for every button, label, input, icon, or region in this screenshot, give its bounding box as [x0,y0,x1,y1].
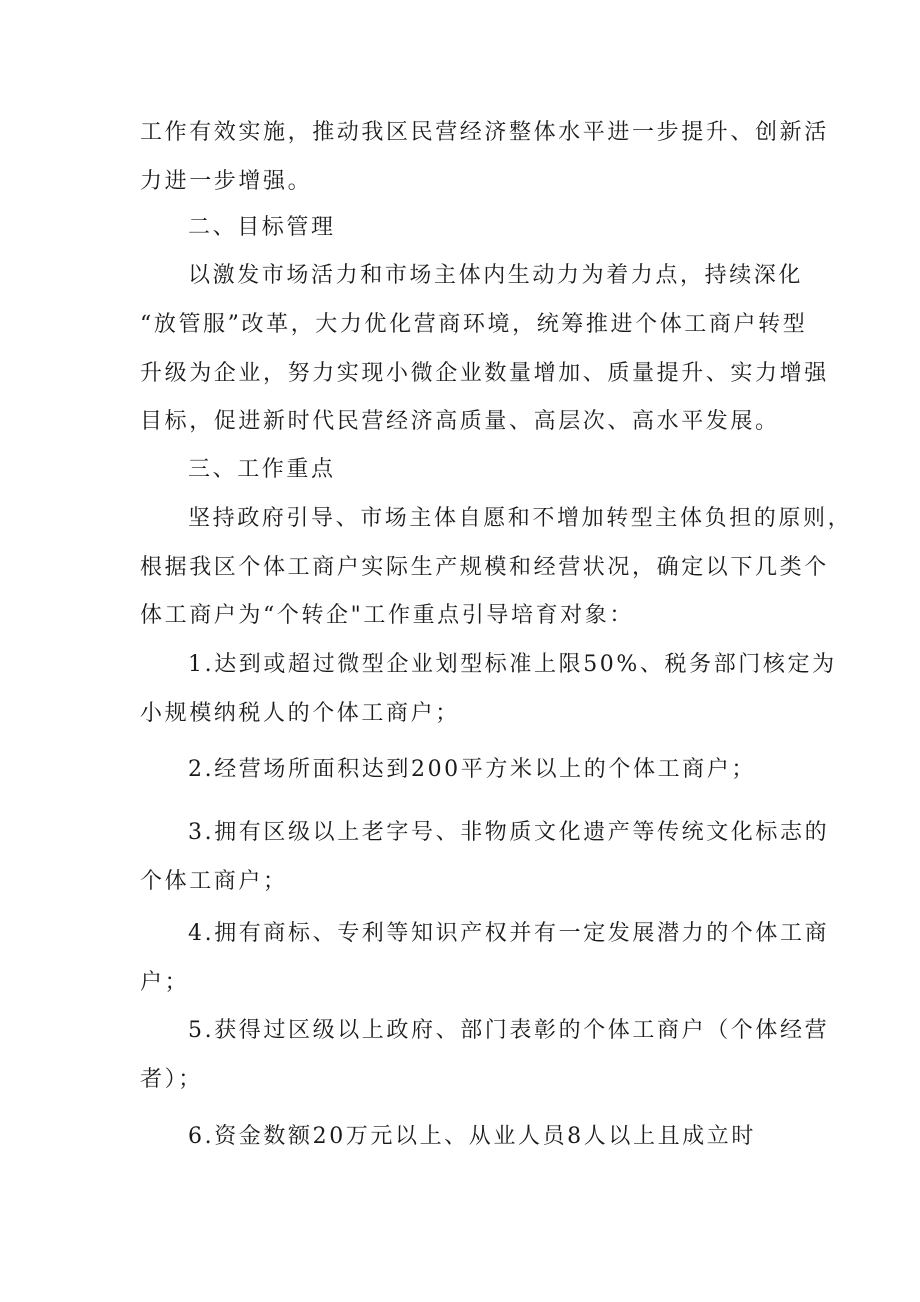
paragraph-line: 坚持政府引导、市场主体自愿和不增加转型主体负担的原则， [188,506,853,531]
list-item-6: 6.资金数额20万元以上、从业人员8人以上且成立时 [188,1124,756,1149]
list-item-3: 3.拥有区级以上老字号、非物质文化遗产等传统文化标志的 [188,820,830,845]
list-item-1: 1.达到或超过微型企业划型标准上限50%、税务部门核定为 [188,652,837,677]
list-item-4: 4.拥有商标、专利等知识产权并有一定发展潜力的个体工商 [188,921,830,946]
list-item-3-continued: 个体工商户； [140,869,288,894]
paragraph-line: 目标，促进新时代民营经济高质量、高层次、高水平发展。 [140,409,780,434]
paragraph-line: 升级为企业，努力实现小微企业数量增加、质量提升、实力增强 [140,361,829,386]
paragraph-line: 工作有效实施，推动我区民营经济整体水平进一步提升、创新活 [140,120,829,145]
list-item-4-continued: 户； [140,970,190,995]
list-item-5: 5.获得过区级以上政府、部门表彰的个体工商户（个体经营 [188,1018,830,1043]
paragraph-line: “放管服”改革，大力优化营商环境，统筹推进个体工商户转型 [140,312,808,337]
section-heading-target-management: 二、目标管理 [188,215,336,240]
paragraph-line: 根据我区个体工商户实际生产规模和经营状况，确定以下几类个 [140,555,829,580]
paragraph-line: 力进一步增强。 [140,169,313,194]
section-heading-work-focus: 三、工作重点 [188,457,336,482]
list-item-5-continued: 者）； [140,1067,203,1092]
list-item-2: 2.经营场所面积达到200平方米以上的个体工商户； [188,757,756,782]
list-item-1-continued: 小规模纳税人的个体工商户； [140,701,460,726]
paragraph-line: 以激发市场活力和市场主体内生动力为着力点，持续深化 [188,263,804,288]
paragraph-line: 体工商户为“个转企"工作重点引导培育对象： [140,603,634,628]
